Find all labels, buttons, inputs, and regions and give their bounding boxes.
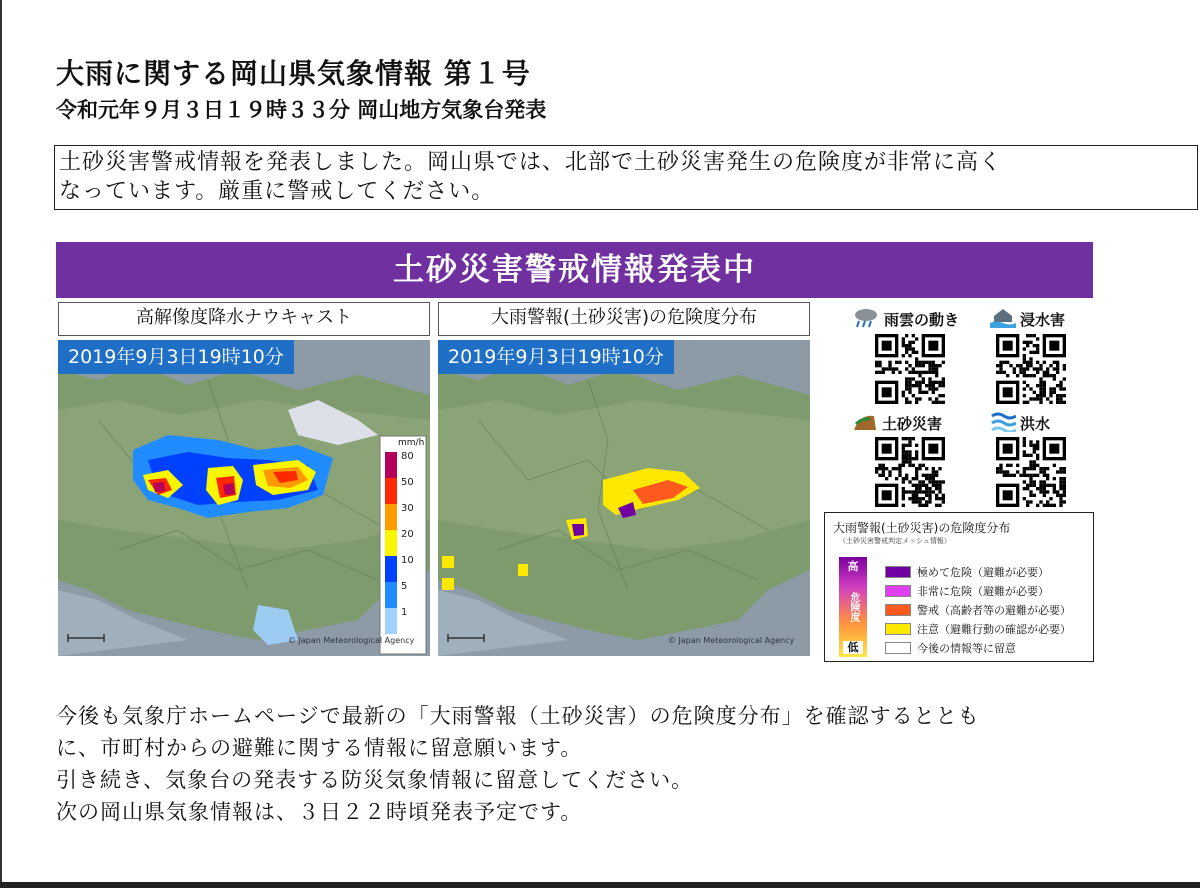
- qr-code[interactable]: [875, 437, 945, 507]
- summary-line: 土砂災害警戒情報を発表しました。岡山県では、北部で土砂災害発生の危険度が非常に高く: [59, 150, 1003, 175]
- risk-low-label: 低: [843, 641, 863, 654]
- legend-swatch: [885, 623, 911, 635]
- legend-swatch: [885, 642, 911, 654]
- qr-code[interactable]: [875, 334, 945, 404]
- scale-swatch: [385, 530, 397, 556]
- nowcast-credit: © Japan Meteorological Agency: [288, 636, 415, 645]
- flood-wave-icon: [990, 410, 1016, 436]
- risk-distribution-map: [438, 340, 810, 656]
- scale-value: 10: [401, 555, 414, 566]
- flooded-house-icon: [990, 306, 1016, 332]
- footer-line: 次の岡山県気象情報は、３日２２時頃発表予定です。: [56, 800, 583, 824]
- qr-link-label[interactable]: [990, 306, 1065, 332]
- qr-link-text: 浸水害: [1020, 310, 1066, 329]
- nowcast-map-label: 高解像度降水ナウキャスト: [58, 302, 430, 336]
- legend-title: 大雨警報(土砂災害)の危険度分布: [833, 521, 1011, 535]
- risk-legend: [824, 512, 1094, 662]
- scale-value: 1: [401, 607, 408, 618]
- legend-label: 極めて危険（避難が必要）: [917, 566, 1049, 579]
- qr-code[interactable]: [996, 334, 1066, 404]
- qr-link-label[interactable]: [852, 410, 942, 436]
- legend-label: 警戒（高齢者等の避難が必要）: [917, 604, 1071, 617]
- legend-item: [885, 563, 1049, 581]
- legend-label: 非常に危険（避難が必要）: [917, 585, 1049, 598]
- summary-box: [54, 145, 1198, 210]
- legend-label: 今後の情報等に留意: [917, 642, 1016, 655]
- summary-line: なっています。厳重に警戒してください。: [59, 179, 495, 204]
- legend-item: [885, 582, 1049, 600]
- risk-map-timestamp: 2019年9月3日19時10分: [438, 340, 674, 374]
- page-border-left: [0, 0, 2, 884]
- landslide-icon: [852, 410, 878, 436]
- legend-item: [885, 620, 1071, 638]
- risk-high-label: 高: [847, 560, 859, 573]
- page-border-bottom: [0, 882, 1200, 888]
- issue-datetime: 令和元年９月３日１９時３３分 岡山地方気象台発表: [56, 98, 547, 122]
- scale-swatch: [385, 556, 397, 582]
- scale-value: 50: [401, 477, 414, 488]
- legend-subtitle: （土砂災害警戒判定メッシュ情報）: [839, 537, 951, 545]
- footer-line: 今後も気象庁ホームページで最新の「大雨警報（土砂災害）の危険度分布」を確認するととも: [56, 704, 980, 728]
- page-title: 大雨に関する岡山県気象情報 第１号: [56, 57, 531, 90]
- footer-notes: [56, 700, 980, 828]
- risk-map-image: [438, 340, 810, 656]
- nowcast-unit-label: mm/h: [398, 438, 425, 448]
- scale-swatch: [385, 504, 397, 530]
- legend-item: [885, 639, 1016, 657]
- qr-code[interactable]: [996, 437, 1066, 507]
- scale-swatch: [385, 452, 397, 478]
- scale-value: 20: [401, 529, 414, 540]
- legend-swatch: [885, 585, 911, 597]
- risk-level-bar: [839, 557, 867, 657]
- qr-link-text: 洪水: [1020, 414, 1051, 433]
- legend-swatch: [885, 566, 911, 578]
- legend-item: [885, 601, 1071, 619]
- nowcast-map: [58, 340, 430, 656]
- scale-value: 5: [401, 581, 408, 592]
- scale-swatch: [385, 608, 397, 634]
- alert-banner: 土砂災害警戒情報発表中: [56, 242, 1093, 298]
- scale-swatch: [385, 478, 397, 504]
- risk-map-label: 大雨警報(土砂災害)の危険度分布: [438, 302, 810, 336]
- legend-label: 注意（避難行動の確認が必要）: [917, 623, 1071, 636]
- qr-link-label[interactable]: [990, 410, 1050, 436]
- scale-value: 80: [401, 451, 414, 462]
- qr-link-text: 土砂災害: [882, 414, 943, 433]
- scale-value: 30: [401, 503, 414, 514]
- footer-line: 引き続き、気象台の発表する防災気象情報に留意してください。: [56, 768, 694, 792]
- rain-cloud-icon: [852, 306, 880, 332]
- qr-link-label[interactable]: [852, 306, 959, 332]
- qr-link-text: 雨雲の動き: [884, 310, 960, 329]
- footer-line: に、市町村からの避難に関する情報に留意願います。: [56, 736, 583, 760]
- nowcast-timestamp: 2019年9月3日19時10分: [58, 340, 294, 374]
- risk-level-label: 危険度: [848, 592, 859, 622]
- scale-swatch: [385, 582, 397, 608]
- risk-map-credit: © Japan Meteorological Agency: [668, 636, 795, 645]
- nowcast-map-image: [58, 340, 430, 656]
- legend-swatch: [885, 604, 911, 616]
